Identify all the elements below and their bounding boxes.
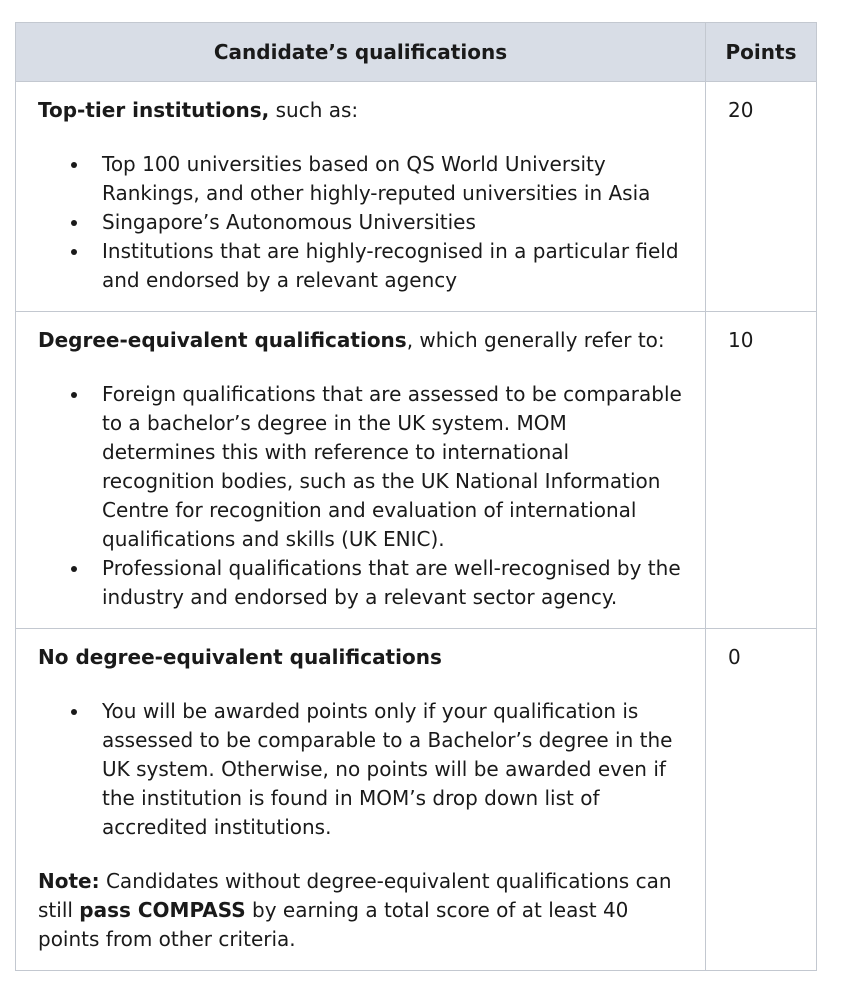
- header-qualifications: Candidate’s qualifications: [16, 23, 706, 82]
- list-item: You will be awarded points only if your qualification is assessed to be comparable to a Bachelor’s degree in the UK system. Otherwise, no points will be awarded even if the institution is found in MOM’s drop down list of accredited institutions.: [102, 697, 685, 842]
- row-lead-text: , which generally refer to:: [406, 328, 665, 352]
- row-lead-text: such as:: [269, 98, 359, 122]
- table-row: [16, 82, 817, 312]
- row-lead-bold: Degree-equivalent qualifications: [38, 328, 407, 352]
- row-lead: [38, 643, 685, 672]
- list-item: Institutions that are highly-recognised in a particular field and endorsed by a relevant agency: [102, 237, 685, 295]
- list-item: Professional qualifications that are well-recognised by the industry and endorsed by a relevant sector agency.: [102, 554, 685, 612]
- qualification-cell-degree-equivalent: [16, 312, 706, 629]
- qualification-cell-top-tier: [16, 82, 706, 312]
- qualification-cell-no-degree: [16, 629, 706, 971]
- points-value: 0: [706, 629, 817, 971]
- table-row: [16, 312, 817, 629]
- list-item: Foreign qualifications that are assessed to be comparable to a bachelor’s degree in the UK system. MOM determines this with reference to international recognition bodies, such as the UK National Information Centre for recognition and evaluation of international qualifications and skills (UK ENIC).: [102, 380, 685, 554]
- note-text: Candidates without degree-equivalent qualifications can still: [38, 869, 672, 922]
- header-points: Points: [706, 23, 817, 82]
- bullet-list: [38, 697, 685, 842]
- qualifications-points-table: [15, 22, 817, 971]
- bullet-list: [38, 150, 685, 295]
- row-lead: [38, 96, 685, 125]
- list-item: Top 100 universities based on QS World University Rankings, and other highly-reputed universities in Asia: [102, 150, 685, 208]
- note-paragraph: [38, 867, 685, 954]
- table-row: [16, 629, 817, 971]
- points-value: 10: [706, 312, 817, 629]
- note-text: by earning a total score of at least 40 points from other criteria.: [38, 898, 629, 951]
- note-label: Note:: [38, 869, 100, 893]
- table-header-row: [16, 23, 817, 82]
- row-lead-bold: Top-tier institutions,: [38, 98, 270, 122]
- bullet-list: [38, 380, 685, 612]
- points-value: 20: [706, 82, 817, 312]
- row-lead-bold: No degree-equivalent qualifications: [38, 645, 442, 669]
- row-lead: [38, 326, 685, 355]
- note-bold-text: pass COMPASS: [79, 898, 246, 922]
- list-item: Singapore’s Autonomous Universities: [102, 208, 685, 237]
